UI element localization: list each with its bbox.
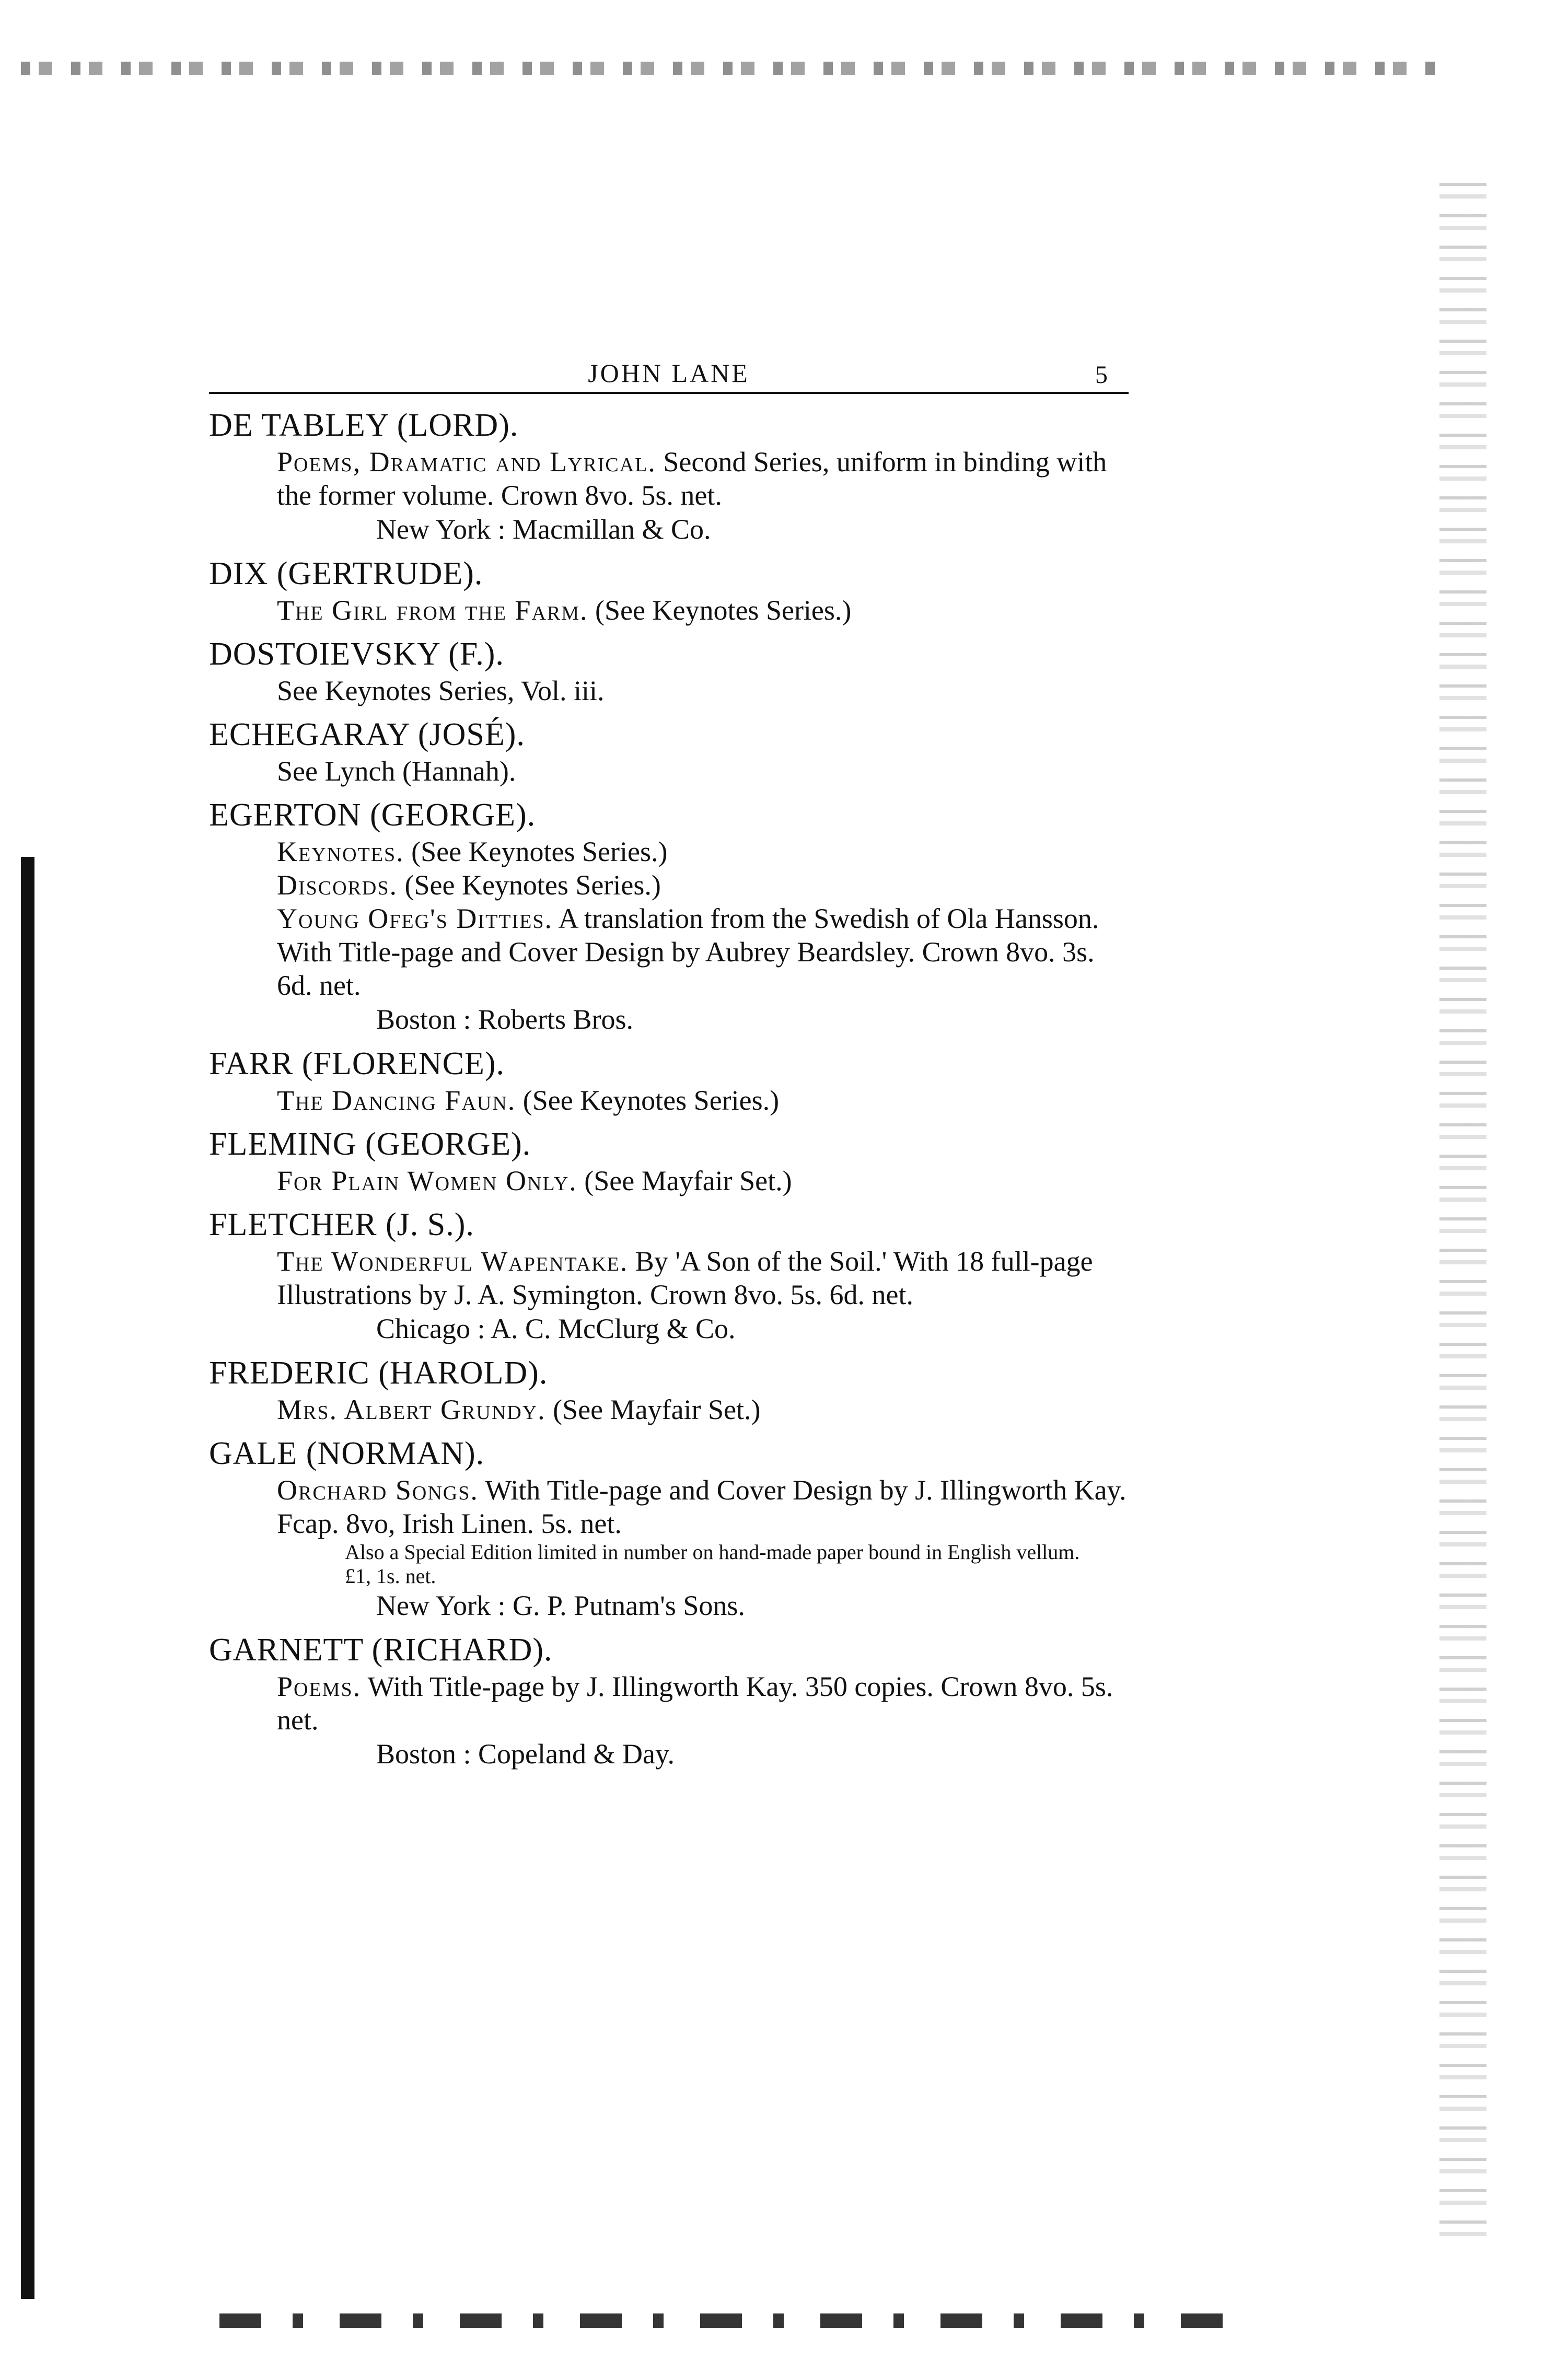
- entry-gale: [209, 1434, 1129, 1623]
- author-heading: GARNETT (RICHARD).: [209, 1632, 553, 1668]
- work-description: By 'A Son of the Soil.' With 18 full-page Illustrations by J. A. Symington. Crown 8vo. 5s. 6d. net.: [277, 1246, 1093, 1310]
- author-heading: FLETCHER (J. S.).: [209, 1207, 474, 1242]
- author-heading: ECHEGARAY (JOSÉ).: [209, 717, 525, 752]
- work-description: See Keynotes Series, Vol. iii.: [277, 675, 605, 706]
- author-heading: GALE (NORMAN).: [209, 1436, 485, 1471]
- running-head: JOHN LANE: [588, 358, 750, 388]
- work-title: Poems.: [277, 1671, 362, 1702]
- entry-egerton: [209, 795, 1129, 1037]
- scan-edge-bottom: [219, 2313, 1223, 2328]
- work-description: Second Series, uniform in binding with the former volume. Crown 8vo. 5s. net.: [277, 446, 1107, 511]
- publisher-line: Chicago : A. C. McClurg & Co.: [376, 1313, 736, 1344]
- entry-de-tabley: [209, 405, 1129, 547]
- work-entry: [277, 835, 1129, 868]
- work-description: (See Keynotes Series.): [522, 1085, 780, 1116]
- work-description: (See Keynotes Series.): [411, 836, 668, 867]
- author-heading: DIX (GERTRUDE).: [209, 556, 483, 591]
- entry-dostoievsky: [209, 634, 1129, 707]
- work-title: Orchard Songs.: [277, 1474, 479, 1506]
- work-entry: [277, 445, 1129, 512]
- entry-garnett: [209, 1630, 1129, 1771]
- work-description: (See Keynotes Series.): [595, 595, 852, 626]
- work-title: The Wonderful Wapentake.: [277, 1246, 629, 1277]
- publisher-line: New York : G. P. Putnam's Sons.: [376, 1590, 745, 1621]
- work-title: For Plain Women Only.: [277, 1165, 577, 1196]
- entry-list: [209, 405, 1129, 1771]
- work-description: With Title-page and Cover Design by J. Illingworth Kay. Fcap. 8vo, Irish Linen. 5s. net.: [277, 1474, 1126, 1539]
- publisher-line: Boston : Copeland & Day.: [376, 1738, 675, 1770]
- page-number: 5: [1095, 361, 1108, 389]
- scan-edge-top: [21, 62, 1442, 75]
- work-entry: [277, 1393, 1129, 1426]
- work-title: Mrs. Albert Grundy.: [277, 1394, 546, 1425]
- author-heading: DE TABLEY (LORD).: [209, 408, 519, 443]
- author-heading: FARR (FLORENCE).: [209, 1046, 505, 1082]
- author-heading: EGERTON (GEORGE).: [209, 797, 536, 833]
- work-title: The Dancing Faun.: [277, 1085, 516, 1116]
- author-heading: FREDERIC (HAROLD).: [209, 1355, 548, 1391]
- work-description: With Title-page by J. Illingworth Kay. 350 copies. Crown 8vo. 5s. net.: [277, 1671, 1113, 1736]
- work-title: Young Ofeg's Ditties.: [277, 903, 553, 934]
- work-description: (See Mayfair Set.): [584, 1165, 792, 1196]
- work-title: Poems, Dramatic and Lyrical.: [277, 446, 656, 478]
- work-entry: [277, 1670, 1129, 1737]
- work-title: Keynotes.: [277, 836, 404, 867]
- author-heading: DOSTOIEVSKY (F.).: [209, 636, 504, 672]
- catalogue-page: [209, 355, 1129, 1771]
- entry-fleming: [209, 1124, 1129, 1197]
- work-description: See Lynch (Hannah).: [277, 755, 516, 787]
- work-entry: [277, 1245, 1129, 1311]
- work-title: The Girl from the Farm.: [277, 595, 588, 626]
- page-header: [209, 355, 1129, 394]
- work-entry: [277, 754, 1129, 788]
- work-entry: [277, 1084, 1129, 1117]
- work-description: (See Keynotes Series.): [404, 869, 661, 901]
- publisher-line: Boston : Roberts Bros.: [376, 1004, 634, 1035]
- scan-binding-shadow: [21, 857, 34, 2299]
- work-entry: [277, 1164, 1129, 1197]
- work-entry: [277, 902, 1129, 1002]
- edition-note: Also a Special Edition limited in number on hand-made paper bound in English vellum. £1, 1s. net.: [345, 1540, 1080, 1588]
- author-heading: FLEMING (GEORGE).: [209, 1126, 531, 1162]
- entry-dix: [209, 554, 1129, 627]
- publisher-line: New York : Macmillan & Co.: [376, 514, 711, 545]
- work-entry: [277, 868, 1129, 902]
- work-entry: [277, 1473, 1129, 1540]
- entry-frederic: [209, 1353, 1129, 1426]
- scan-edge-right: [1439, 183, 1486, 2247]
- entry-echegaray: [209, 715, 1129, 788]
- entry-farr: [209, 1044, 1129, 1117]
- work-entry: [277, 594, 1129, 627]
- entry-fletcher: [209, 1205, 1129, 1346]
- work-entry: [277, 674, 1129, 707]
- work-description: A translation from the Swedish of Ola Hansson. With Title-page and Cover Design by Aubrey Beardsley. Crown 8vo. 3s. 6d. net.: [277, 903, 1099, 1001]
- work-title: Discords.: [277, 869, 398, 901]
- work-description: (See Mayfair Set.): [553, 1394, 761, 1425]
